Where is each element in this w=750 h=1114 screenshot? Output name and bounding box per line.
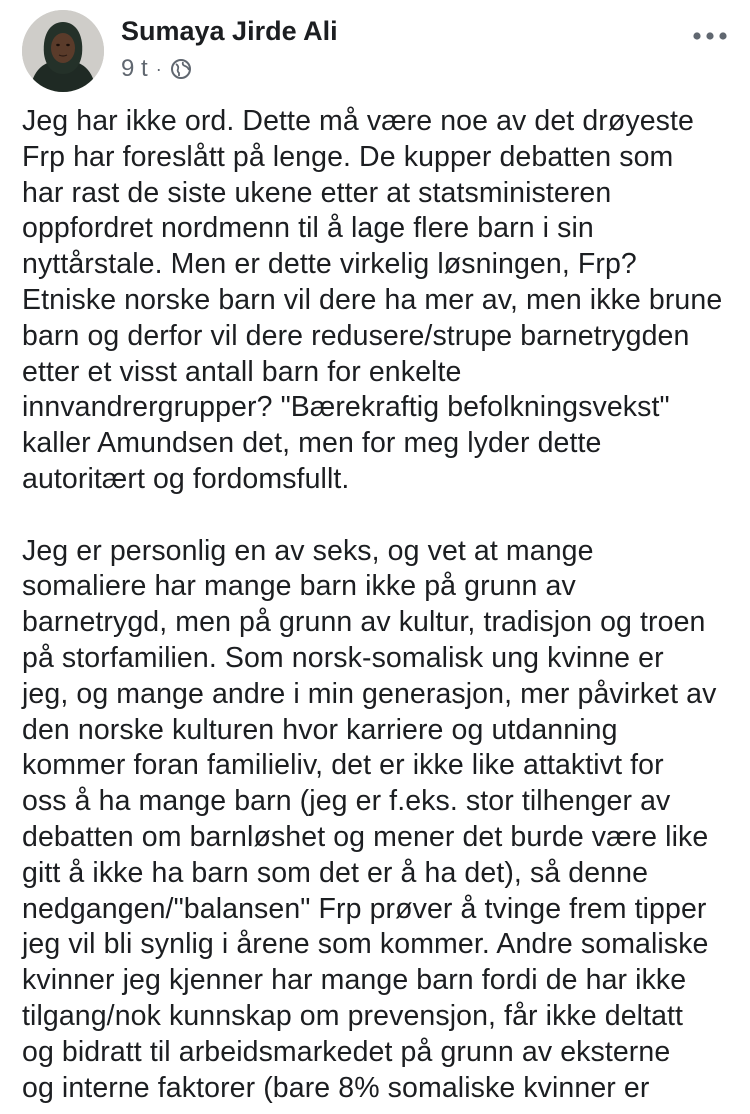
text-line: kvinner jeg kjenner har mange barn fordi de har ikke [22,964,687,997]
post-header [0,0,750,95]
more-options-icon [692,31,728,41]
text-line: jeg, og mange andre i min generasjon, mer påvirket av [22,677,717,710]
globe-icon[interactable] [170,58,192,80]
text-line: Etniske norske barn vil dere ha mer av, men ikke brune [22,283,723,316]
post-text [22,104,737,1106]
text-line: kaller Amundsen det, men for meg lyder dette [22,427,602,460]
paragraph-2 [22,534,737,1107]
text-line: nedgangen/"balansen" Frp prøver å tvinge frem tipper [22,892,707,925]
paragraph-1 [22,104,737,498]
text-line: har rast de siste ukene etter at statsministeren [22,176,612,209]
paragraph-spacer [22,498,737,534]
text-line: etter et visst antall barn for enkelte [22,355,462,388]
meta-separator: · [155,58,162,79]
text-line: oss å ha mange barn (jeg er f.eks. stor tilhenger av [22,785,671,818]
post-meta [121,55,192,83]
avatar[interactable] [22,10,104,92]
text-line: og bidratt til arbeidsmarkedet på grunn av eksterne [22,1035,671,1068]
text-line: somaliere har mange barn ikke på grunn av [22,570,576,603]
text-line: den norske kulturen hvor karriere og utdanning [22,713,618,746]
text-line: Frp har foreslått på lenge. De kupper debatten som [22,140,674,173]
text-line: oppfordret nordmenn til å lage flere barn i sin [22,212,594,245]
text-line: kommer foran familieliv, det er ikke like attaktivt for [22,749,664,782]
text-line: autoritært og fordomsfullt. [22,462,350,495]
text-line: jeg vil bli synlig i årene som kommer. Andre somaliske [22,928,709,961]
text-line: nyttårstale. Men er dette virkelig løsningen, Frp? [22,248,637,281]
text-line: på storfamilien. Som norsk-somalisk ung kvinne er [22,641,664,674]
text-line: og interne faktorer (bare 8% somaliske kvinner er [22,1071,650,1104]
avatar-image [22,10,104,92]
text-line: tilgang/nok kunnskap om prevensjon, får ikke deltatt [22,999,684,1032]
text-line: Jeg er personlig en av seks, og vet at mange [22,534,594,567]
text-line: gitt å ikke ha barn som det er å ha det), så denne [22,856,649,889]
text-line: innvandrergrupper? "Bærekraftig befolkningsvekst" [22,391,670,424]
text-line: Jeg har ikke ord. Dette må være noe av det drøyeste [22,105,694,137]
author-name[interactable]: Sumaya Jirde Ali [121,16,338,46]
text-line: debatten om barnløshet og mener det burde være like [22,820,709,853]
text-line: barnetrygd, men på grunn av kultur, tradisjon og troen [22,606,706,639]
post-timestamp[interactable]: 9 t [121,55,148,82]
text-line: barn og derfor vil dere redusere/strupe barnetrygden [22,319,690,352]
more-options-button[interactable] [690,23,730,49]
